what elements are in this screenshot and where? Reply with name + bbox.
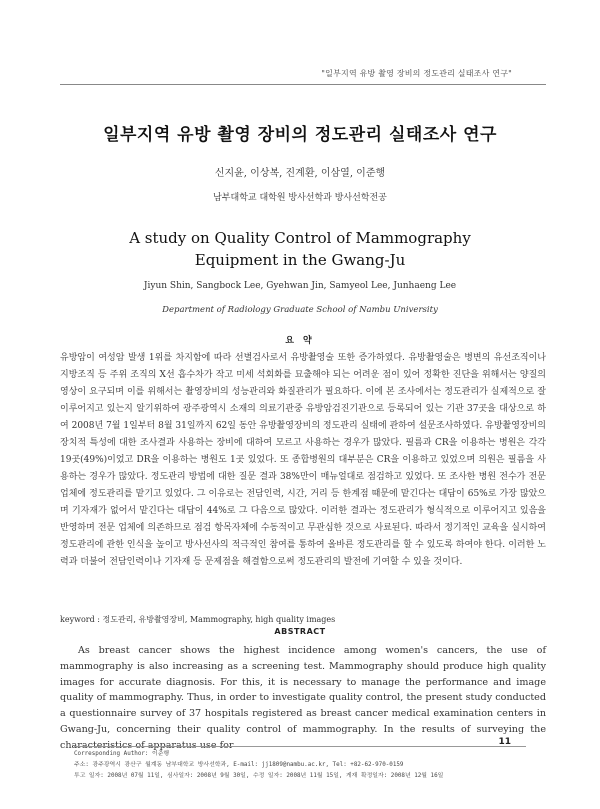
authors-korean: 신지윤, 이상복, 진계환, 이삼열, 이준행 <box>214 168 386 179</box>
keywords: keyword : 정도관리, 유방촬영장비, Mammography, high quality images <box>60 615 336 624</box>
paper-title-english: A study on Quality Control of Mammography Equipment in the Gwang-Ju <box>129 229 471 269</box>
corresponding-author: Corresponding Author: 이준행 <box>74 751 170 757</box>
abstract-english-text: As breast cancer shows the highest incidence among women's cancers, the use of mammography is also increasing as a screening test. Mammography should produce high quality images for accurate diagnosis. For this, it is necessary to manage the performance and image quality of mammography. Thus, in order to investigate quality control, the present study conducted a questionnaire survey of 37 hospitals registered as breast cancer medical examination centers in Gwang-Ju, concerning their quality control of mammography. In the results of surveying the characteristics of apparatus use for <box>60 645 546 751</box>
abstract-korean <box>60 350 546 571</box>
correspondence-footer <box>74 746 526 782</box>
affiliation-korean: 남부대학교 대학원 방사선학과 방사선학전공 <box>213 193 387 203</box>
page-number: 11 <box>498 737 511 747</box>
paper-title-korean: 일부지역 유방 촬영 장비의 정도관리 실태조사 연구 <box>103 125 497 145</box>
abstract-korean-heading: 요 약 <box>285 336 315 346</box>
running-head: "일부지역 유방 촬영 장비의 정도관리 실태조사 연구" <box>321 69 512 78</box>
abstract-english <box>60 643 546 754</box>
affiliation-english: Department of Radiology Graduate School of Nambu University <box>162 305 438 315</box>
authors-english: Jiyun Shin, Sangbock Lee, Gyehwan Jin, Samyeol Lee, Junhaeng Lee <box>143 281 457 291</box>
abstract-english-heading: ABSTRACT <box>274 627 326 636</box>
abstract-korean-text: 유방암이 여성암 발생 1위를 차지함에 따라 선별검사로서 유방촬영술 또한 증가하였다. 유방촬영술은 병변의 유선조직이나 지방조직 등 주위 조직의 X선 흡수차가 작고 미세 석회화를 묘출해야 되는 어려운 점이 있어 정확한 진단을 위해서는 양질의 영상이 요구되며 이를 위해서는 촬영장비의 성능관리와 화질관리가 필요하다. 이에 본 조사에서는 정도관리가 실제적으로 잘 이루어지고 있는지 알기위하여 광주광역시 소재의 의료기관중 유방암검진기관으로 등록되어 있는 기관 37곳을 대상으로 하여 2008년 7월 1일부터 8월 31일까지 62일 동안 유방촬영장비의 정도관리 실태에 관하여 설문조사하였다. 유방촬영장비의 장치적 특성에 대한 조사결과 사용하는 장비에 대하여 모르고 사용하는 경우가 많았다. 필름과 CR을 이용하는 병원은 각각 19곳(49%)이었고 DR을 이용하는 병원도 1곳 있었다. 또 종합병원의 대부분은 CR을 이용하고 있었으며 의원은 필름을 사용하는 경우가 많았다. 정도관리 방법에 대한 질문 결과 38%만이 매뉴얼대로 점검하고 있었다. 또 조사한 병원 전수가 전문 업체에 정도관리를 맡기고 있었다. 그 이유로는 전담인력, 시간, 거리 등 한계점 때문에 맡긴다는 대답이 65%로 가장 많았으며 기자재가 없어서 맡긴다는 대답이 44%로 그 다음으로 많았다. 이러한 결과는 정도관리가 형식적으로 이루어지고 있음을 반영하며 전문 업체에 의존하므로 점검 항목자체에 수동적이고 무관심한 것으로 사료된다. 따라서 정기적인 교육을 실시하여 정도관리에 관한 인식을 높이고 방사선사의 적극적인 참여를 통하여 올바른 정도관리를 할 수 있도록 하여야 한다. 이러한 노력과 더불어 전담인력이나 기자재 등 문제점을 해결함으로써 정도관리의 발전에 기여할 수 있을 것이다. <box>60 353 546 567</box>
header-rule <box>60 84 546 85</box>
submission-dates: 투고 일자: 2008년 07월 11일, 심사일자: 2008년 9월 30일, 수정 일자: 2008년 11월 15일, 게재 확정일자: 2008년 12월 16일 <box>74 773 444 779</box>
author-address: 주소: 광주광역시 광산구 월계동 남부대학교 방사선학과, E-mail: jj1809@nambu.ac.kr, Tel: +82-62-970-0159 <box>74 762 404 768</box>
